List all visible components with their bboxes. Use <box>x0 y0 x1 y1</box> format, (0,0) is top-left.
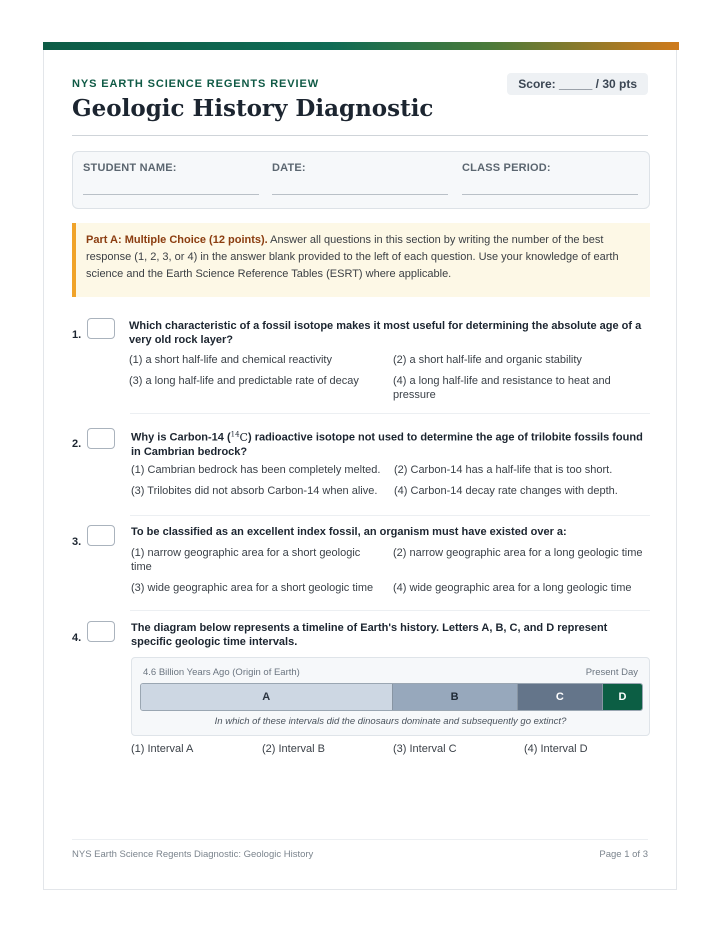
answer-box[interactable] <box>87 428 115 449</box>
question-stem: To be classified as an excellent index fossil, an organism must have existed over a: <box>131 526 567 538</box>
question-1 <box>72 317 650 407</box>
option-4: (4) wide geographic area for a long geologic time <box>393 582 632 594</box>
timeline-interval-a: A <box>141 684 392 710</box>
question-stem <box>131 427 650 459</box>
option-2: (2) narrow geographic area for a long geologic time <box>393 547 643 559</box>
header-kicker: NYS EARTH SCIENCE REGENTS REVIEW <box>72 78 319 90</box>
question-divider <box>130 610 650 611</box>
option-1: (1) Interval A <box>131 743 194 755</box>
class-period-field[interactable] <box>462 162 638 195</box>
instructions-text: Answer all questions in this section by writing the number of the best response (1, 2, 3, or 4) in the answer blank provided to the left of each question. Use your knowledge of earth science and the Earth Science Reference Tables (ESRT) where applicable. <box>86 234 619 280</box>
option-2: (2) Interval B <box>262 743 325 755</box>
option-4: (4) Carbon-14 decay rate changes with depth. <box>394 485 618 497</box>
question-stem: Which characteristic of a fossil isotope makes it most useful for determining the absolute age of a very old rock layer? <box>129 320 642 346</box>
instructions-heading: Part A: Multiple Choice (12 points). <box>86 234 268 246</box>
answer-box[interactable] <box>87 525 115 546</box>
date-line[interactable] <box>272 194 448 195</box>
question-divider <box>130 515 650 516</box>
question-stem: The diagram below represents a timeline of Earth's history. Letters A, B, C, and D represent specific geologic time intervals. <box>131 622 608 648</box>
class-period-line[interactable] <box>462 194 638 195</box>
option-2: (2) Carbon-14 has a half-life that is too short. <box>394 464 613 476</box>
page-number: Page 1 of 3 <box>599 849 648 860</box>
date-label: DATE: <box>272 162 306 174</box>
header-divider <box>72 135 648 136</box>
stem-part-2: ) radioactive isotope not used to determine the age of trilobite fossils found in Cambrian bedrock? <box>131 431 643 458</box>
isotope-symbol: C <box>239 430 248 444</box>
option-3: (3) a long half-life and predictable rate of decay <box>129 375 359 387</box>
footer-divider <box>72 839 648 840</box>
student-name-line[interactable] <box>83 194 259 195</box>
question-4 <box>72 620 650 650</box>
option-3: (3) wide geographic area for a short geologic time <box>131 582 374 594</box>
header-accent-bar <box>43 42 679 50</box>
date-field[interactable] <box>272 162 448 195</box>
timeline-interval-c: C <box>517 684 602 710</box>
option-3: (3) Trilobites did not absorb Carbon-14 when alive. <box>131 485 378 497</box>
question-number: 1. <box>72 329 82 341</box>
timeline-diagram <box>131 657 650 736</box>
score-badge: Score: _____ / 30 pts <box>507 73 648 95</box>
option-4: (4) Interval D <box>524 743 588 755</box>
option-2: (2) a short half-life and organic stability <box>393 354 582 366</box>
worksheet-page <box>43 42 677 890</box>
option-4: (4) a long half-life and resistance to heat and pressure <box>393 375 611 401</box>
timeline-interval-b: B <box>392 684 517 710</box>
option-1: (1) a short half-life and chemical reactivity <box>129 354 332 366</box>
question-2 <box>72 427 650 507</box>
class-period-label: CLASS PERIOD: <box>462 162 551 174</box>
isotope-notation <box>231 431 248 444</box>
option-1: (1) Cambrian bedrock has been completely melted. <box>131 464 381 476</box>
answer-box[interactable] <box>87 621 115 642</box>
instructions-callout <box>72 223 650 297</box>
timeline-start-label: 4.6 Billion Years Ago (Origin of Earth) <box>143 667 300 678</box>
timeline-bar <box>140 683 643 711</box>
page-title: Geologic History Diagnostic <box>72 95 434 122</box>
timeline-end-label: Present Day <box>585 667 638 678</box>
student-name-label: STUDENT NAME: <box>83 162 177 174</box>
timeline-interval-d: D <box>602 684 642 710</box>
question-4-options <box>72 742 650 762</box>
isotope-mass: 14 <box>230 430 240 438</box>
stem-part-1: Why is Carbon-14 ( <box>131 431 231 444</box>
option-1: (1) narrow geographic area for a short geologic time <box>131 547 361 573</box>
question-3 <box>72 524 650 604</box>
answer-box[interactable] <box>87 318 115 339</box>
question-number: 2. <box>72 438 82 450</box>
student-info-box <box>72 151 650 209</box>
timeline-caption: In which of these intervals did the dinosaurs dominate and subsequently go extinct? <box>214 716 567 727</box>
question-number: 4. <box>72 632 82 644</box>
student-name-field[interactable] <box>83 162 259 195</box>
question-divider <box>130 413 650 414</box>
footer-title: NYS Earth Science Regents Diagnostic: Geologic History <box>72 849 314 860</box>
question-number: 3. <box>72 536 82 548</box>
option-3: (3) Interval C <box>393 743 457 755</box>
